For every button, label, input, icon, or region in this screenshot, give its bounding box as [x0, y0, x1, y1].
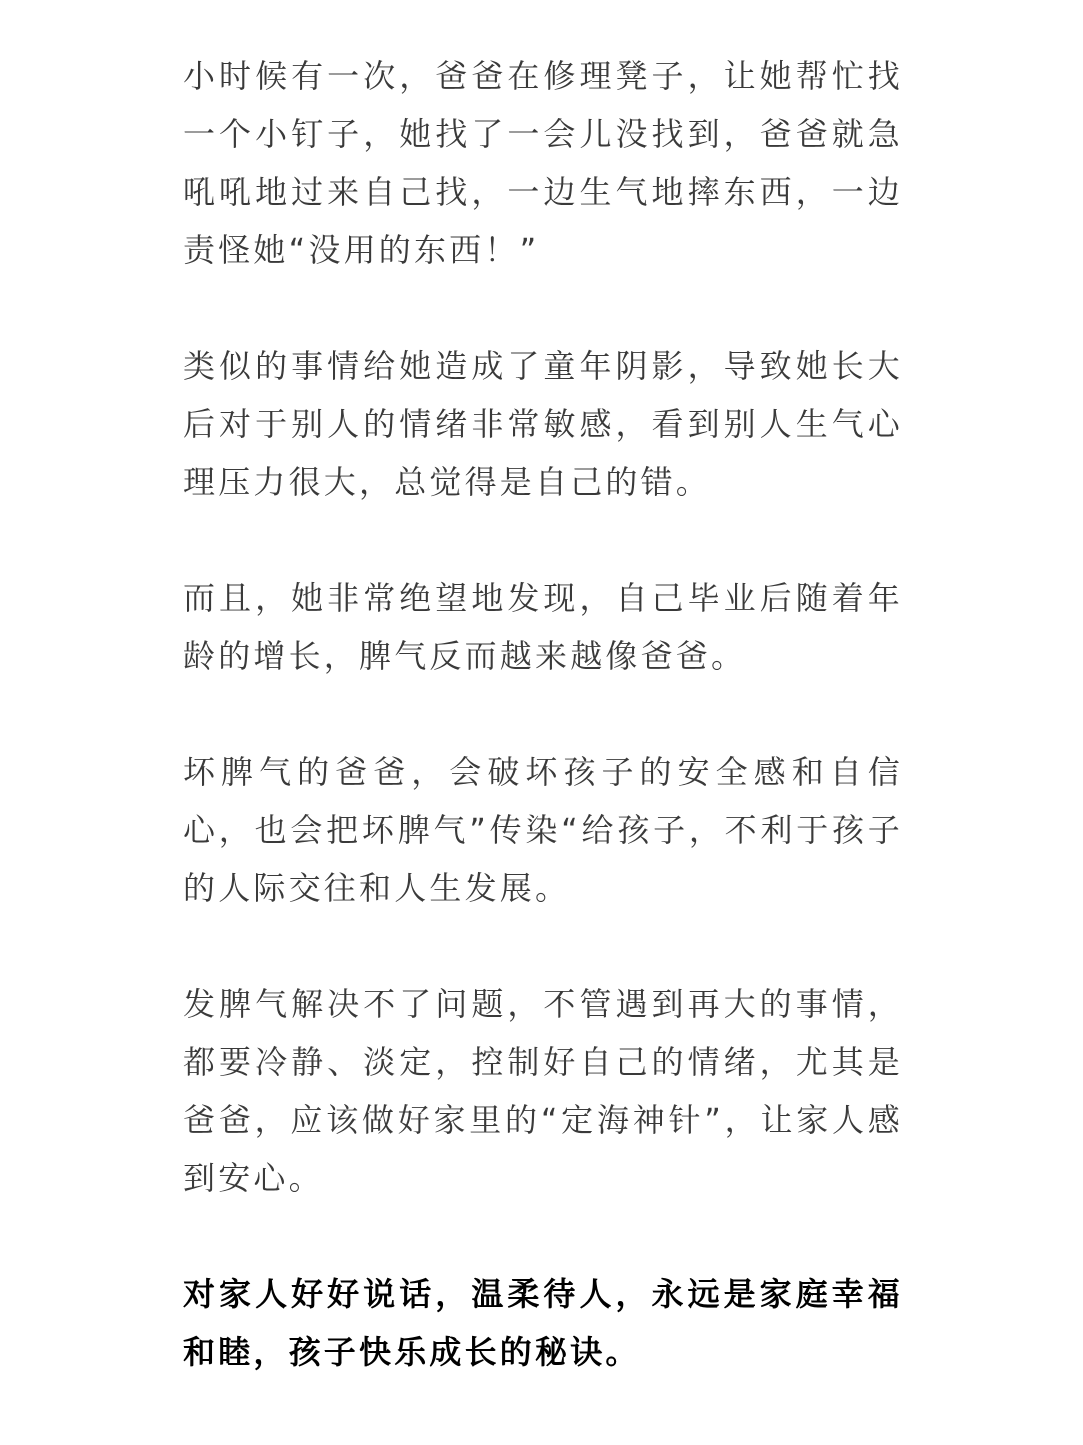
paragraph-temper-inherited: 而且，她非常绝望地发现，自己毕业后随着年龄的增长，脾气反而越来越像爸爸。 — [183, 579, 903, 675]
article-body — [183, 47, 903, 1381]
closing-emphasis-paragraph: 对家人好好说话，温柔待人，永远是家庭幸福和睦，孩子快乐成长的秘诀。 — [183, 1275, 903, 1371]
paragraph-childhood-shadow: 类似的事情给她造成了童年阴影，导致她长大后对于别人的情绪非常敏感，看到别人生气心理压力很大，总觉得是自己的错。 — [183, 347, 903, 501]
paragraph-stay-calm-advice: 发脾气解决不了问题，不管遇到再大的事情，都要冷静、淡定，控制好自己的情绪，尤其是爸爸，应该做好家里的“定海神针”，让家人感到安心。 — [183, 985, 903, 1197]
paragraph-childhood-story: 小时候有一次，爸爸在修理凳子，让她帮忙找一个小钉子，她找了一会儿没找到，爸爸就急吼吼地过来自己找，一边生气地摔东西，一边责怪她“没用的东西！” — [183, 57, 903, 269]
paragraph-bad-temper-effects: 坏脾气的爸爸，会破坏孩子的安全感和自信心，也会把坏脾气”传染“给孩子，不利于孩子的人际交往和人生发展。 — [183, 753, 903, 907]
